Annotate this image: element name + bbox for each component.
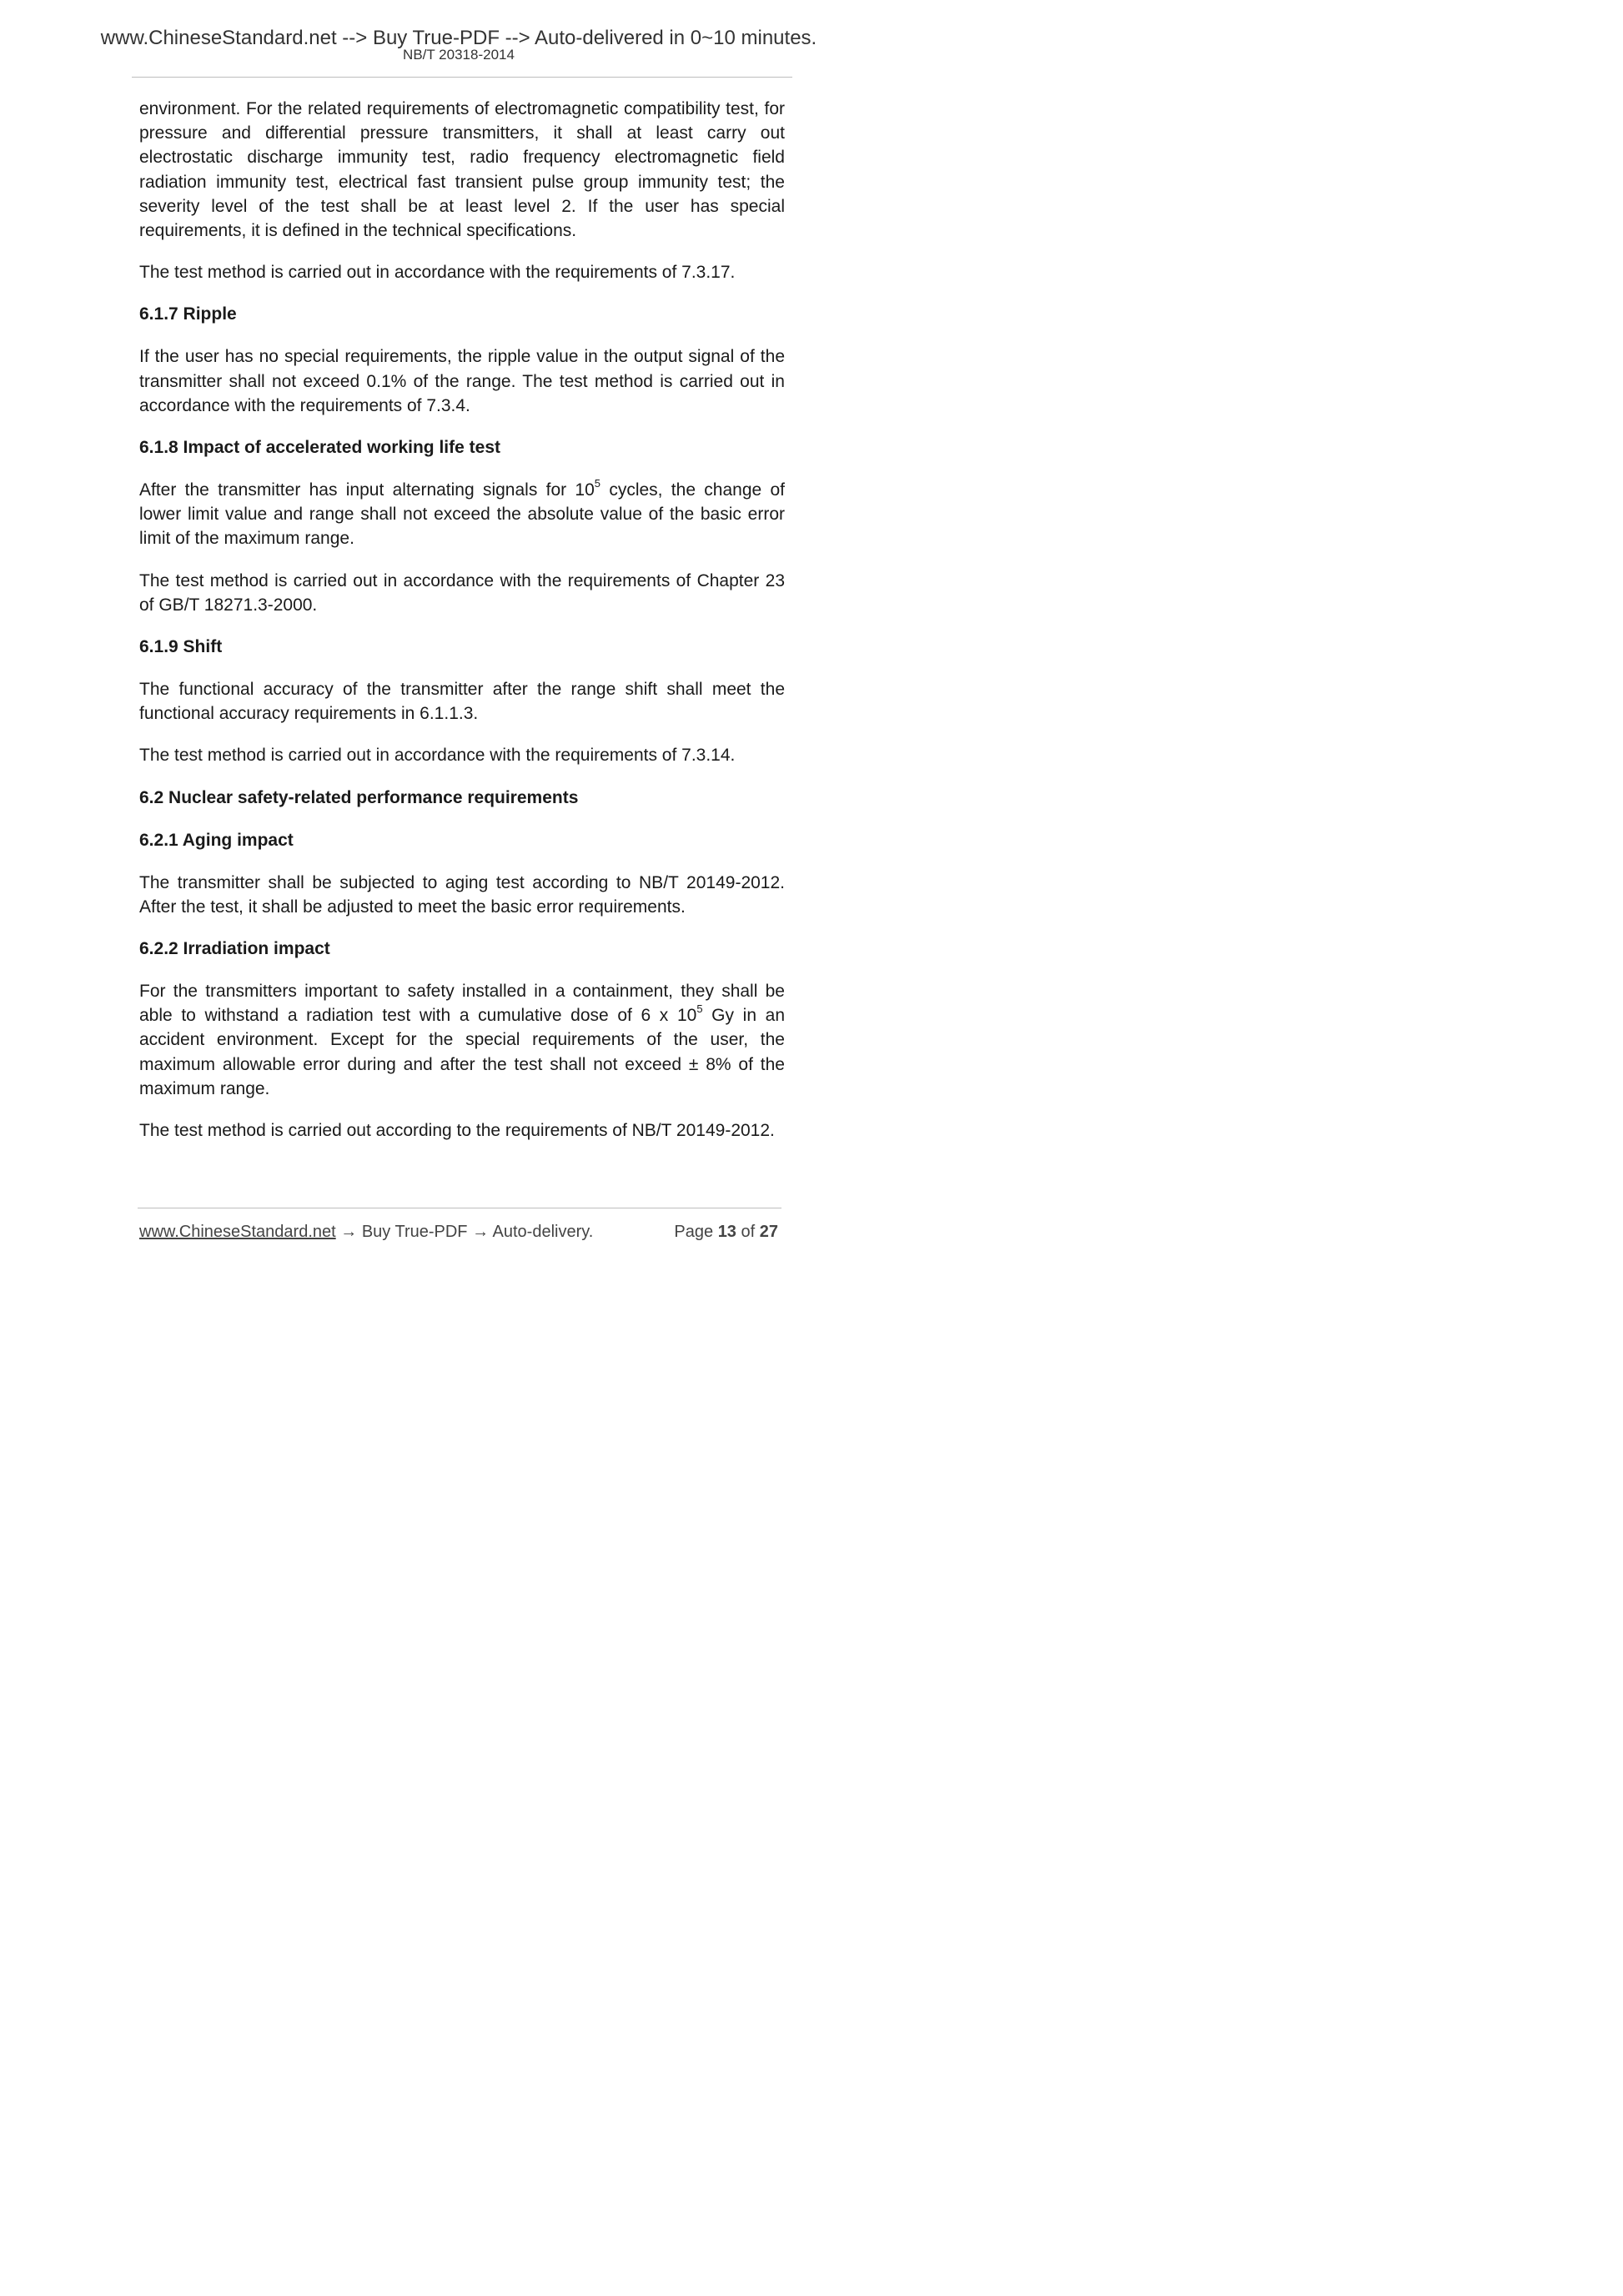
paragraph-emc: environment. For the related requirements of electromagnetic compatibility test, for pressure and differential pressure transmitters, it shall at least carry out electrostatic discharge immunity test, radio frequency electromagnetic field radiation immunity test, electrical fast transient pulse group immunity test; the severity level of the test shall be at least level 2. If the user has special requirements, it is defined in the technical specifications. xyxy=(139,99,785,241)
exponent: 5 xyxy=(696,1002,703,1016)
page-total: 27 xyxy=(759,1223,778,1241)
heading-6-1-8: 6.1.8 Impact of accelerated working life test xyxy=(139,438,500,458)
paragraph-irradiation-part1: For the transmitters important to safety installed in a containment, they shall be able to withstand a radiation test with a cumulative dose of 6 x 10 xyxy=(139,982,785,1026)
document-body xyxy=(139,97,785,1160)
heading-6-2: 6.2 Nuclear safety-related performance requirements xyxy=(139,787,579,807)
site-banner: www.ChineseStandard.net --> Buy True-PDF --> Auto-delivered in 0~10 minutes. xyxy=(100,27,817,49)
paragraph-ripple: If the user has no special requirements, the ripple value in the output signal of the transmitter shall not exceed 0.1% of the range. The test method is carried out in accordance with the requirements of 7.3.4. xyxy=(139,347,785,415)
footer-links xyxy=(139,1219,593,1244)
paragraph-test-method-7314: The test method is carried out in accordance with the requirements of 7.3.14. xyxy=(139,746,736,766)
paragraph-irradiation-part2: Gy in an accident environment. Except for the special requirements of the user, the maximum allowable error during and after the test shall not exceed ± 8% of the maximum range. xyxy=(139,1006,785,1098)
paragraph-test-method-7317: The test method is carried out in accordance with the requirements of 7.3.17. xyxy=(139,263,736,283)
heading-6-2-1: 6.2.1 Aging impact xyxy=(139,830,294,850)
exponent: 5 xyxy=(594,477,601,490)
site-link[interactable]: www.ChineseStandard.net xyxy=(139,1223,336,1241)
heading-6-2-2: 6.2.2 Irradiation impact xyxy=(139,939,330,959)
paragraph-working-life-part1: After the transmitter has input alternating signals for 10 xyxy=(139,480,595,500)
paragraph-aging: The transmitter shall be subjected to aging test according to NB/T 20149-2012. After the test, it shall be adjusted to meet the basic error requirements. xyxy=(139,872,785,917)
page-number: 13 xyxy=(717,1223,736,1241)
footer-tagline: → Buy True-PDF → Auto-delivery. xyxy=(335,1223,594,1241)
paragraph-test-method-gbt: The test method is carried out in accordance with the requirements of Chapter 23 of GB/T 18271.3-2000. xyxy=(139,570,785,615)
page-footer xyxy=(139,1219,778,1244)
document-number: NB/T 20318-2014 xyxy=(403,47,515,63)
page-indicator xyxy=(674,1219,778,1244)
heading-6-1-9: 6.1.9 Shift xyxy=(139,637,223,657)
heading-6-1-7: 6.1.7 Ripple xyxy=(139,304,237,324)
paragraph-irradiation xyxy=(139,979,785,1101)
paragraph-working-life xyxy=(139,478,785,551)
page-label: Page xyxy=(674,1223,714,1241)
of-label: of xyxy=(741,1223,756,1241)
paragraph-shift: The functional accuracy of the transmitter after the range shift shall meet the functional accuracy requirements in 6.1.1.3. xyxy=(139,680,785,724)
paragraph-working-life-part2: cycles, the change of lower limit value and range shall not exceed the absolute value of the basic error limit of the maximum range. xyxy=(139,480,785,549)
header-divider xyxy=(132,77,792,78)
paragraph-test-method-nbt: The test method is carried out according to the requirements of NB/T 20149-2012. xyxy=(139,1121,775,1141)
